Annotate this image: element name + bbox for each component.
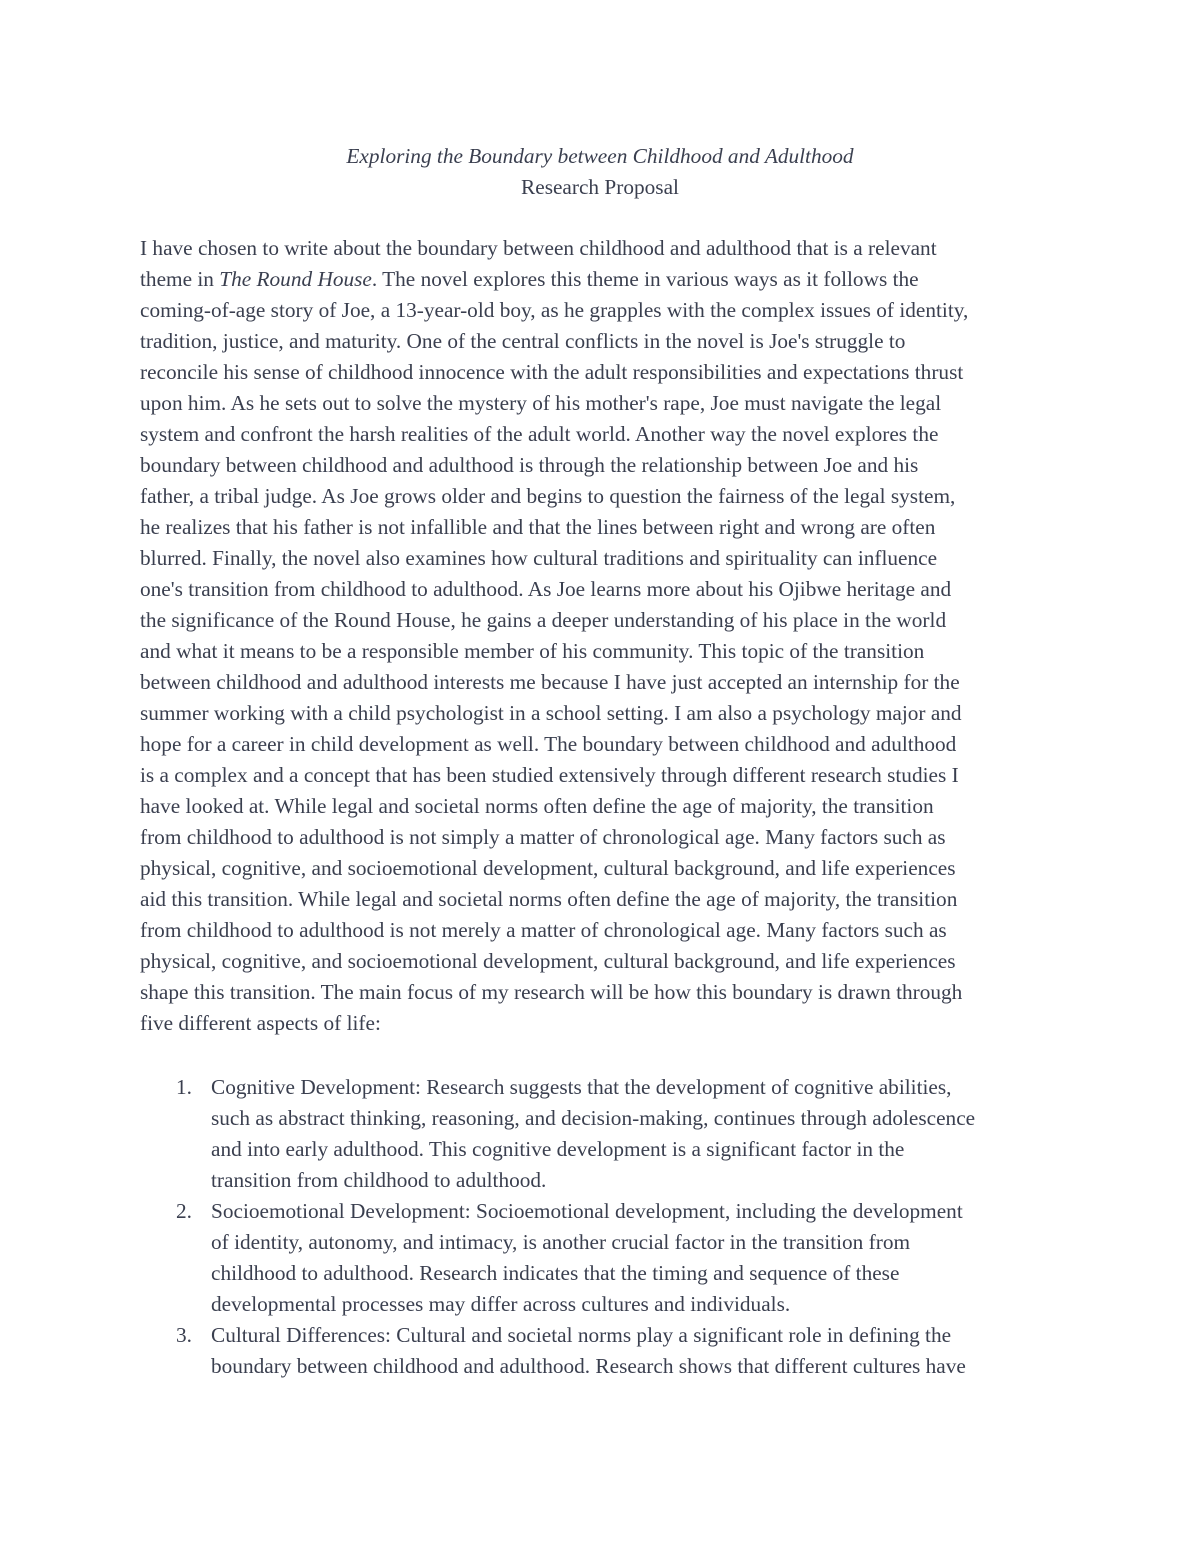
list-item-line: and into early adulthood. This cognitive development is a significant factor in the	[211, 1137, 905, 1161]
paragraph-line: from childhood to adulthood is not merely a matter of chronological age. Many factors such as	[140, 918, 947, 942]
list-item-line: Socioemotional Development: Socioemotional development, including the development	[211, 1199, 963, 1223]
body-paragraph	[140, 233, 1060, 1039]
paragraph-line: five different aspects of life:	[140, 1011, 381, 1035]
list-item	[140, 1196, 1060, 1320]
list-number: 2.	[176, 1199, 192, 1223]
paragraph-line: he realizes that his father is not infallible and that the lines between right and wrong are often	[140, 515, 936, 539]
list-item-line: boundary between childhood and adulthood. Research shows that different cultures have	[211, 1354, 966, 1378]
paragraph-line: coming-of-age story of Joe, a 13-year-old boy, as he grapples with the complex issues of identity,	[140, 298, 969, 322]
list-number: 3.	[176, 1323, 192, 1347]
paragraph-line: shape this transition. The main focus of my research will be how this boundary is drawn through	[140, 980, 963, 1004]
paragraph-line: summer working with a child psychologist in a school setting. I am also a psychology major and	[140, 701, 962, 725]
paragraph-text: theme in	[140, 267, 220, 291]
list-item-line: childhood to adulthood. Research indicates that the timing and sequence of these	[211, 1261, 900, 1285]
paragraph-line: from childhood to adulthood is not simply a matter of chronological age. Many factors such as	[140, 825, 946, 849]
paragraph-line: hope for a career in child development as well. The boundary between childhood and adulthood	[140, 732, 957, 756]
paragraph-line: the significance of the Round House, he gains a deeper understanding of his place in the world	[140, 608, 947, 632]
paragraph-line: is a complex and a concept that has been studied extensively through different research studies I	[140, 763, 959, 787]
paragraph-line: upon him. As he sets out to solve the mystery of his mother's rape, Joe must navigate the legal	[140, 391, 942, 415]
list-item-line: Cultural Differences: Cultural and societal norms play a significant role in defining the	[211, 1323, 952, 1347]
paragraph-line: aid this transition. While legal and societal norms often define the age of majority, the transition	[140, 887, 958, 911]
paragraph-line: physical, cognitive, and socioemotional development, cultural background, and life experiences	[140, 856, 956, 880]
paragraph-line: between childhood and adulthood interests me because I have just accepted an internship for the	[140, 670, 960, 694]
list-item-line: transition from childhood to adulthood.	[211, 1168, 547, 1192]
paragraph-line: boundary between childhood and adulthood is through the relationship between Joe and his	[140, 453, 919, 477]
paragraph-line: one's transition from childhood to adulthood. As Joe learns more about his Ojibwe heritage and	[140, 577, 952, 601]
paragraph-text: . The novel explores this theme in various ways as it follows the	[371, 267, 919, 291]
title-block	[140, 141, 1060, 203]
list-number: 1.	[176, 1075, 192, 1099]
paragraph-line: and what it means to be a responsible member of his community. This topic of the transition	[140, 639, 925, 663]
paragraph-line: I have chosen to write about the boundary between childhood and adulthood that is a relevant	[140, 236, 937, 260]
paragraph-line: physical, cognitive, and socioemotional development, cultural background, and life experiences	[140, 949, 956, 973]
list-item-line: developmental processes may differ across cultures and individuals.	[211, 1292, 791, 1316]
document-subtitle: Research Proposal	[521, 175, 679, 199]
list-item-line: of identity, autonomy, and intimacy, is another crucial factor in the transition from	[211, 1230, 911, 1254]
document-title: Exploring the Boundary between Childhood and Adulthood	[346, 144, 854, 168]
paragraph-line: system and confront the harsh realities of the adult world. Another way the novel explores the	[140, 422, 939, 446]
aspects-list	[140, 1072, 1060, 1382]
paragraph-line: tradition, justice, and maturity. One of the central conflicts in the novel is Joe's struggle to	[140, 329, 906, 353]
list-item	[140, 1072, 1060, 1196]
list-item	[140, 1320, 1060, 1382]
paragraph-line: blurred. Finally, the novel also examines how cultural traditions and spirituality can influence	[140, 546, 938, 570]
list-item-line: such as abstract thinking, reasoning, and decision-making, continues through adolescence	[211, 1106, 976, 1130]
list-item-line: Cognitive Development: Research suggests that the development of cognitive abilities,	[211, 1075, 952, 1099]
paragraph-line: have looked at. While legal and societal norms often define the age of majority, the transition	[140, 794, 934, 818]
paragraph-line: father, a tribal judge. As Joe grows older and begins to question the fairness of the legal system,	[140, 484, 956, 508]
book-title: The Round House	[219, 267, 372, 291]
paragraph-line	[140, 264, 1060, 295]
paragraph-line: reconcile his sense of childhood innocence with the adult responsibilities and expectations thrust	[140, 360, 964, 384]
